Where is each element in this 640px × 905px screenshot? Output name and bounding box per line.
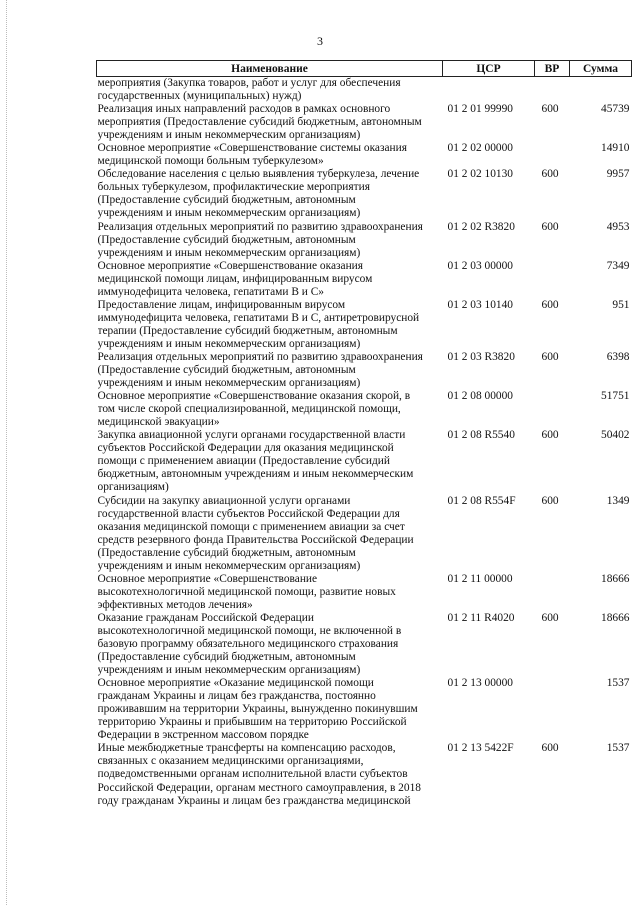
row-name-line: учреждениям и иным некоммерческим организациям) [97,664,361,677]
row-code: 01 2 03 10140 [447,298,513,311]
row-name-line: эффективных методов лечения» [97,598,253,611]
row-name [97,142,443,168]
row-code: 01 2 13 00000 [447,677,513,690]
row-name-line: Основное мероприятие «Совершенствование оказания скорой, в [97,390,411,403]
row-name-line: средств резервного фонда Правительства Российской Федерации [97,533,414,546]
row-name-line: организациям) [97,481,169,494]
table-row [97,612,632,677]
row-vr [535,573,570,612]
table-row [97,742,632,807]
row-vr: 600 [541,103,559,116]
row-name [97,573,443,612]
row-name-line: Основное мероприятие «Совершенствование [97,572,318,585]
row-name-line: Российской Федерации, органам местного самоуправления, в 2018 [97,781,421,794]
row-name [97,299,443,351]
row-name-line: государственных (муниципальных) нужд) [97,90,302,103]
row-name-line: учреждениям и иным некоммерческим организациям) [97,129,361,142]
row-name-line: бюджетным, автономным учреждениям и иным некоммерческим [97,468,414,481]
row-name-line: высокотехнологичной медицинской помощи, не включенной в [97,624,402,637]
row-name-line: году гражданам Украины и лицам без гражданства медицинской [97,794,411,807]
row-code: 01 2 02 10130 [447,168,513,181]
row-name-line: мероприятия (Предоставление субсидий бюджетным, автономным [97,116,422,129]
row-sum: 51751 [601,390,630,403]
row-code: 01 2 13 5422F [447,742,514,755]
row-name-line: проживавшим на территории Украины, вынужденно покинувшим [97,703,418,716]
budget-table [96,60,632,808]
row-name [97,390,443,429]
row-sum: 45739 [601,103,630,116]
row-vr: 600 [541,168,559,181]
row-name [97,77,443,104]
row-vr [535,77,570,104]
row-name-line: Основное мероприятие «Совершенствование системы оказания [97,142,407,155]
row-sum: 1349 [606,494,630,507]
row-name-line: Обследование населения с целью выявления туберкулеза, лечение [97,168,420,181]
row-name-line: медицинской помощи лицам, инфицированным вирусом [97,272,373,285]
row-vr: 600 [541,220,559,233]
row-name-line: (Предоставление субсидий бюджетным, автономным [97,194,356,207]
row-code: 01 2 11 00000 [447,572,513,585]
table-row [97,103,632,142]
row-name [97,495,443,573]
row-name-line: учреждениям и иным некоммерческим организациям) [97,377,361,390]
row-name-line: больных туберкулезом, профилактические мероприятия [97,181,370,194]
row-name-line: базовую программу обязательного медицинского страхования [97,638,399,651]
row-name [97,429,443,494]
row-name [97,103,443,142]
row-name-line: иммунодефицита человека, гепатитами В и С» [97,285,325,298]
row-name-line: (Предоставление субсидий бюджетным, автономным [97,364,356,377]
row-vr [535,260,570,299]
row-name-line: Основное мероприятие «Оказание медицинской помощи [97,677,374,690]
row-sum: 9957 [606,168,630,181]
row-vr: 600 [541,350,559,363]
table-row [97,299,632,351]
row-name-line: Реализация отдельных мероприятий по развитию здравоохранения [97,220,423,233]
row-sum: 1537 [606,742,630,755]
row-sum: 7349 [606,259,630,272]
table-header-row [97,61,632,77]
table-row [97,573,632,612]
row-vr [535,142,570,168]
table-row [97,495,632,573]
row-code: 01 2 02 R3820 [447,220,515,233]
row-name-line: учреждениям и иным некоммерческим организациям) [97,246,361,259]
row-name [97,168,443,220]
row-name-line: медицинской помощи больным туберкулезом» [97,155,324,168]
row-name-line: терапии (Предоставление субсидий бюджетным, автономным [97,324,398,337]
row-name-line: Реализация иных направлений расходов в рамках основного [97,103,391,116]
scan-edge-mark [6,0,7,905]
table-row [97,260,632,299]
row-sum: 18666 [601,572,630,585]
row-name-line: субъектов Российской Федерации для оказания медицинской [97,442,394,455]
row-name-line: подведомственными органам исполнительной власти субъектов [97,768,408,781]
row-name-line: Иные межбюджетные трансферты на компенсацию расходов, [97,742,396,755]
row-sum: 50402 [601,429,630,442]
row-sum: 14910 [601,142,630,155]
row-name-line: (Предоставление субсидий бюджетным, автономным [97,546,356,559]
row-code: 01 2 08 R5540 [447,429,515,442]
row-name-line: связанных с оказанием медицинскими организациями, [97,755,364,768]
row-code: 01 2 02 00000 [447,142,513,155]
row-vr [535,677,570,742]
row-name [97,351,443,390]
table-body [97,77,632,808]
row-name [97,612,443,677]
row-code: 01 2 03 R3820 [447,350,515,363]
row-name-line: иммунодефицита человека, гепатитами В и С, антиретровирусной [97,311,420,324]
row-code: 01 2 11 R4020 [447,611,515,624]
header-vr: ВР [535,61,570,77]
row-name-line: Предоставление лицам, инфицированным вирусом [97,298,346,311]
row-sum: 6398 [606,350,630,363]
table-row [97,142,632,168]
row-name-line: Оказание гражданам Российской Федерации [97,611,314,624]
table-row [97,351,632,390]
row-code: 01 2 01 99990 [447,103,513,116]
row-name-line: том числе скорой специализированной, медицинской помощи, [97,403,401,416]
page-number: 3 [317,34,323,48]
header-sum: Сумма [570,61,632,77]
row-name [97,221,443,260]
row-name-line: медицинской эвакуации» [97,416,220,429]
table-row [97,168,632,220]
table-row [97,77,632,104]
row-name-line: учреждениям и иным некоммерческим организациям) [97,337,361,350]
row-name-line: Реализация отдельных мероприятий по развитию здравоохранения [97,350,423,363]
row-sum: 4953 [606,220,630,233]
header-name: Наименование [97,61,443,77]
row-name-line: высокотехнологичной медицинской помощи, развитие новых [97,585,396,598]
row-name-line: мероприятия (Закупка товаров, работ и услуг для обеспечения [97,77,401,89]
row-vr: 600 [541,429,559,442]
row-code: 01 2 03 00000 [447,259,513,272]
row-sum: 1537 [606,677,630,690]
row-name-line: Субсидии на закупку авиационной услуги органами [97,494,351,507]
row-name-line: Федерации в экстренном массовом порядке [97,729,309,742]
row-name-line: учреждениям и иным некоммерческим организациям) [97,207,361,220]
row-name-line: государственной власти субъектов Российской Федерации для [97,507,400,520]
row-name-line: территорию Украины и прибывшим на территорию Российской [97,716,407,729]
row-name-line: оказания медицинской помощи с применением авиации за счет [97,520,405,533]
row-name-line: (Предоставление субсидий бюджетным, автономным [97,651,356,664]
table-row [97,221,632,260]
row-vr [535,390,570,429]
row-sum: 951 [612,298,630,311]
row-name-line: (Предоставление субсидий бюджетным, автономным [97,233,356,246]
row-vr: 600 [541,494,559,507]
table-row [97,677,632,742]
row-name-line: помощи с применением авиации (Предоставление субсидий [97,455,390,468]
row-name [97,742,443,807]
table-row [97,429,632,494]
row-code: 01 2 08 R554F [447,494,516,507]
row-code: 01 2 08 00000 [447,390,513,403]
row-name [97,260,443,299]
row-name-line: Основное мероприятие «Совершенствование оказания [97,259,364,272]
row-vr: 600 [541,298,559,311]
table-row [97,390,632,429]
row-name [97,677,443,742]
row-code [443,77,535,104]
header-code: ЦСР [443,61,535,77]
row-name-line: гражданам Украины и лицам без гражданства, постоянно [97,690,376,703]
row-sum [570,77,632,104]
row-vr: 600 [541,742,559,755]
row-name-line: учреждениям и иным некоммерческим организациям) [97,559,361,572]
row-vr: 600 [541,611,559,624]
row-sum: 18666 [601,611,630,624]
row-name-line: Закупка авиационной услуги органами государственной власти [97,429,406,442]
